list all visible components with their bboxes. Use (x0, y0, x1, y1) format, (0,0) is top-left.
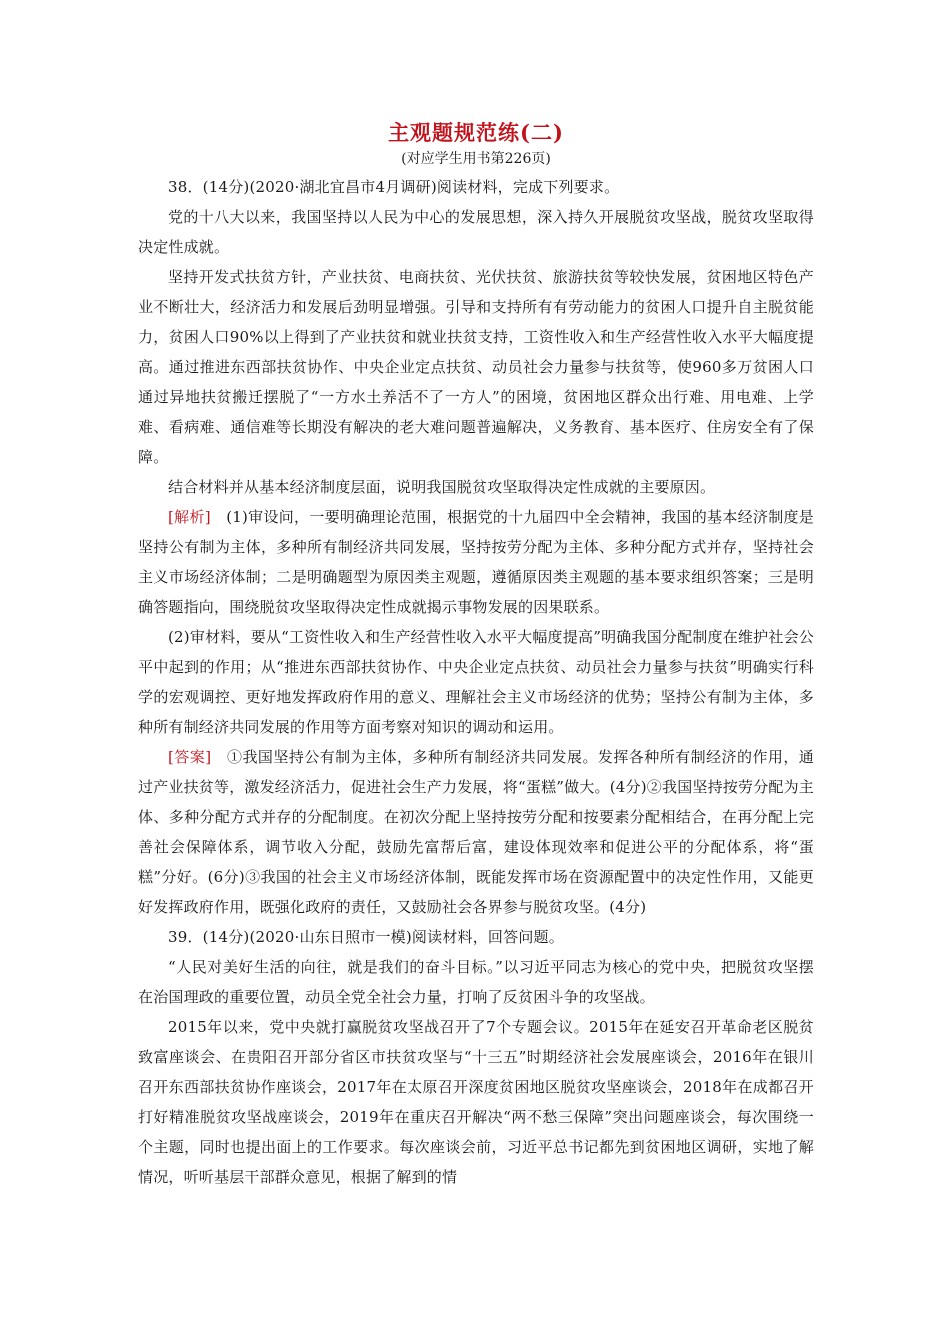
page-subtitle: (对应学生用书第226页) (401, 151, 551, 167)
question-38-prompt: 结合材料并从基本经济制度层面，说明我国脱贫攻坚取得决定性成就的主要原因。 (168, 478, 716, 496)
question-38-analysis-2: (2)审材料，要从“工资性收入和生产经营性收入水平大幅度提高”明确我国分配制度在维护社会公平中起到的作用；从“推进东西部扶贫协作、中央企业定点扶贫、动员社会力量参与扶贫”明确实行科学的宏观调控、更好地发挥政府作用的意义、理解社会主义市场经济的优势；坚持公有制为主体，多种所有制经济共同发展的作用等方面考察对知识的调动和运用。 (138, 628, 814, 736)
document-page (138, 118, 814, 1192)
question-39-material-2: 2015年以来，党中央就打赢脱贫攻坚战召开了7个专题会议。2015年在延安召开革命老区脱贫致富座谈会、在贵阳召开部分省区市扶贫攻坚与“十三五”时期经济社会发展座谈会，2016年在银川召开东西部扶贫协作座谈会，2017年在太原召开深度贫困地区脱贫攻坚座谈会，2018年在成都召开打好精准脱贫攻坚战座谈会，2019年在重庆召开解决“两不愁三保障”突出问题座谈会，每次围绕一个主题，同时也提出面上的工作要求。每次座谈会前，习近平总书记都先到贫困地区调研，实地了解情况，听听基层干部群众意见，根据了解到的情 (138, 1018, 814, 1186)
question-38-material-1: 党的十八大以来，我国坚持以人民为中心的发展思想，深入持久开展脱贫攻坚战，脱贫攻坚取得决定性成就。 (138, 208, 814, 256)
question-38-stem: 38．(14分)(2020·湖北宜昌市4月调研)阅读材料，完成下列要求。 (168, 178, 620, 196)
page-title: 主观题规范练(二) (388, 120, 564, 145)
analysis-text-1: (1)审设问，一要明确理论范围，根据党的十九届四中全会精神，我国的基本经济制度是坚持公有制为主体，多种所有制经济共同发展，坚持按劳分配为主体、多种分配方式并存，坚持社会主义市场经济体制；二是明确题型为原因类主观题，遵循原因类主观题的基本要求组织答案；三是明确答题指向，围绕脱贫攻坚取得决定性成就揭示事物发展的因果联系。 (138, 508, 814, 616)
question-38-analysis-1 (138, 502, 814, 622)
question-39-stem: 39．(14分)(2020·山东日照市一模)阅读材料，回答问题。 (168, 928, 564, 946)
analysis-tag: [解析] (168, 508, 211, 526)
question-39-material-1: “人民对美好生活的向往，就是我们的奋斗目标。”以习近平同志为核心的党中央，把脱贫攻坚摆在治国理政的重要位置，动员全党全社会力量，打响了反贫困斗争的攻坚战。 (138, 958, 814, 1006)
question-38-material-2: 坚持开发式扶贫方针，产业扶贫、电商扶贫、光伏扶贫、旅游扶贫等较快发展，贫困地区特色产业不断壮大，经济活力和发展后劲明显增强。引导和支持所有有劳动能力的贫困人口提升自主脱贫能力，贫困人口90%以上得到了产业扶贫和就业扶贫支持，工资性收入和生产经营性收入水平大幅度提高。通过推进东西部扶贫协作、中央企业定点扶贫、动员社会力量参与扶贫等，使960多万贫困人口通过异地扶贫搬迁摆脱了“一方水土养活不了一方人”的困境，贫困地区群众出行难、用电难、上学难、看病难、通信难等长期没有解决的老大难问题普遍解决，义务教育、基本医疗、住房安全有了保障。 (138, 268, 814, 466)
question-38-answer (138, 742, 814, 922)
answer-tag: [答案] (168, 748, 212, 766)
answer-text: ①我国坚持公有制为主体，多种所有制经济共同发展。发挥各种所有制经济的作用，通过产业扶贫等，激发经济活力，促进社会生产力发展，将“蛋糕”做大。(4分)②我国坚持按劳分配为主体、多种分配方式并存的分配制度。在初次分配上坚持按劳分配和按要素分配相结合，在再分配上完善社会保障体系，调节收入分配，鼓励先富帮后富，建设体现效率和促进公平的分配体系，将“蛋糕”分好。(6分)③我国的社会主义市场经济体制，既能发挥市场在资源配置中的决定性作用，又能更好发挥政府作用，既强化政府的责任，又鼓励社会各界参与脱贫攻坚。(4分) (138, 748, 815, 916)
